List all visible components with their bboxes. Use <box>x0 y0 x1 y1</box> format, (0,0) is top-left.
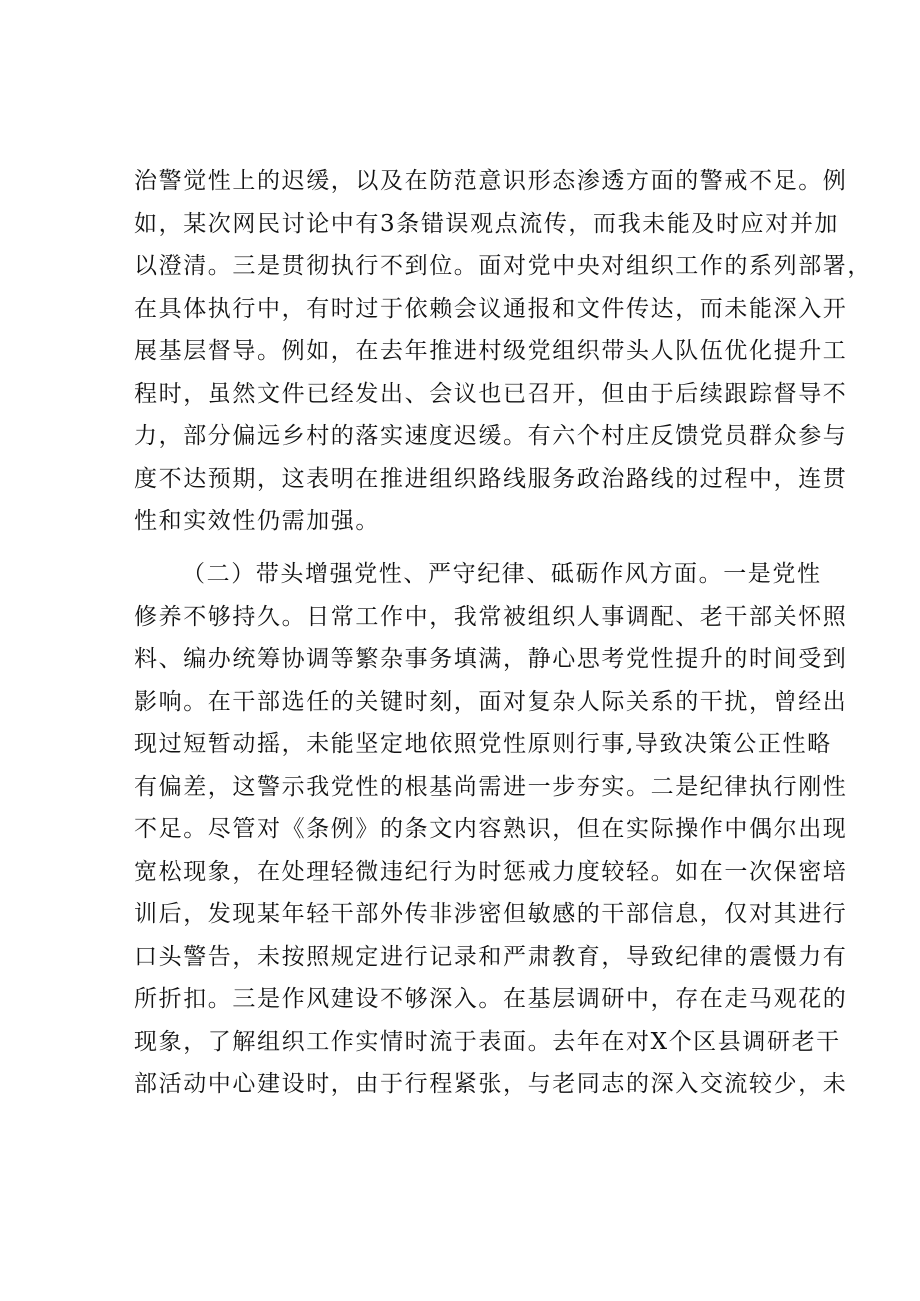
text-line: 现过短暂动摇，未能坚定地依照党性原则行事,导致决策公正性略 <box>134 731 832 757</box>
text-line: 如，某次网民讨论中有3条错误观点流传，而我未能及时应对并加 <box>134 210 840 237</box>
paragraph-2 <box>134 553 848 1106</box>
text-line: 程时，虽然文件已经发出、会议也已召开，但由于后续跟踪督导不 <box>134 380 848 407</box>
text-line: 在具体执行中，有时过于依赖会议通报和文件传达，而未能深入开 <box>134 295 848 322</box>
text-line: 有偏差，这警示我党性的根基尚需进一步夯实。二是纪律执行刚性 <box>134 773 848 800</box>
text-line: 不足。尽管对《条例》的条文内容熟识，但在实际操作中偶尔出现 <box>134 816 848 842</box>
text-line: 宽松现象，在处理轻微违纪行为时惩戒力度较轻。如在一次保密培 <box>134 858 848 885</box>
text-line: 部活动中心建设时，由于行程紧张，与老同志的深入交流较少，未 <box>134 1071 848 1097</box>
text-line: 口头警告，未按照规定进行记录和严肃教育，导致纪律的震慑力有 <box>134 943 848 970</box>
text-line: 料、编办统筹协调等繁杂事务填满，静心思考党性提升的时间受到 <box>134 646 848 672</box>
text-line: 展基层督导。例如，在去年推进村级党组织带头人队伍优化提升工 <box>134 338 848 364</box>
text-line: 修养不够持久。日常工作中，我常被组织人事调配、老干部关怀照 <box>134 603 848 630</box>
text-line: 力，部分偏远乡村的落实速度迟缓。有六个村庄反馈党员群众参与 <box>134 423 848 449</box>
text-line: 以澄清。三是贯彻执行不到位。面对党中央对组织工作的系列部署， <box>134 253 872 279</box>
paragraph-1 <box>134 160 872 543</box>
text-line: 现象，了解组织工作实情时流于表面。去年在对X个区县调研老干 <box>134 1028 841 1055</box>
text-line: 所折扣。三是作风建设不够深入。在基层调研中，存在走马观花的 <box>134 986 848 1012</box>
text-line: 度不达预期，这表明在推进组织路线服务政治路线的过程中，连贯 <box>134 465 848 492</box>
text-line: （二）带头增强党性、严守纪律、砥砺作风方面。一是党性 <box>182 561 822 587</box>
text-line: 影响。在干部选任的关键时刻，面对复杂人际关系的干扰，曾经出 <box>134 688 848 715</box>
text-line: 性和实效性仍需加强。 <box>134 508 380 534</box>
text-line: 训后，发现某年轻干部外传非涉密但敏感的干部信息，仅对其进行 <box>134 901 848 927</box>
text-line: 治警觉性上的迟缓，以及在防范意识形态渗透方面的警戒不足。例 <box>134 168 848 194</box>
